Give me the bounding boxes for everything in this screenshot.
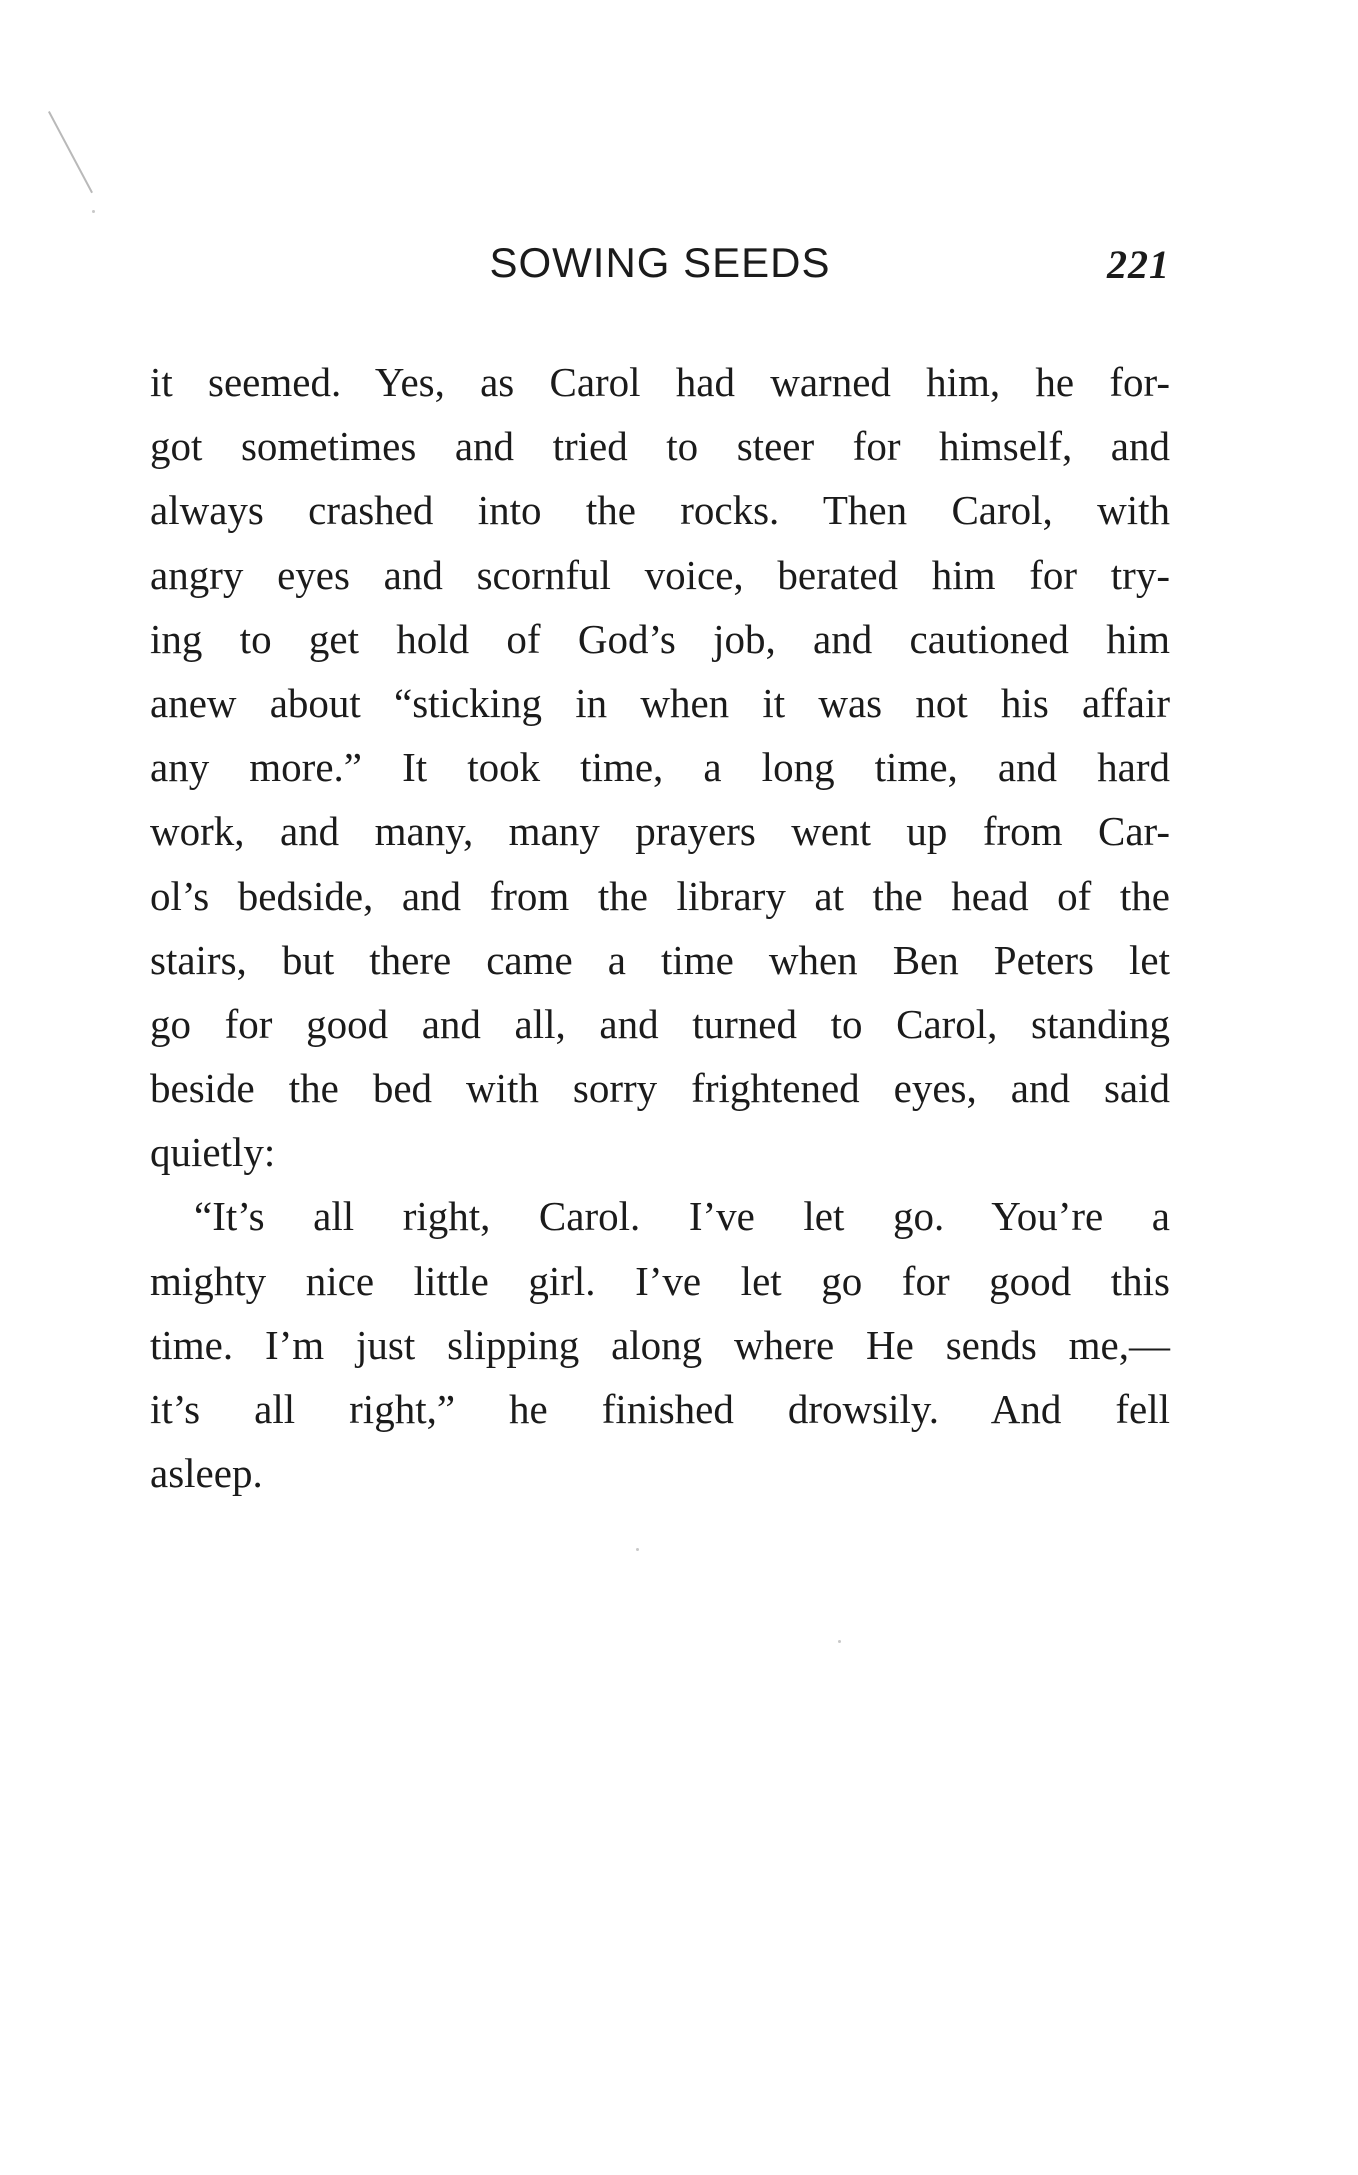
text-line: mighty nice little girl. I’ve let go for good this — [150, 1257, 1170, 1304]
text-line: angry eyes and scornful voice, berated him for try- — [150, 551, 1170, 598]
text-line: quietly: — [150, 1129, 276, 1176]
text-line: ing to get hold of God’s job, and cautioned him — [150, 615, 1170, 662]
scan-mark — [48, 111, 93, 193]
text-line: ol’s bedside, and from the library at the head of the — [150, 872, 1170, 919]
running-head — [150, 238, 1170, 298]
body-text — [150, 350, 1170, 1505]
text-line: go for good and all, and turned to Carol, standing — [150, 1000, 1170, 1047]
text-line: “It’s all right, Carol. I’ve let go. You’re a — [194, 1193, 1170, 1240]
text-line: it seemed. Yes, as Carol had warned him, he for- — [150, 359, 1170, 405]
text-line: always crashed into the rocks. Then Carol, with — [150, 487, 1170, 534]
scan-speck — [838, 1640, 841, 1643]
scan-speck — [92, 210, 95, 213]
text-line: anew about “sticking in when it was not his affair — [150, 679, 1170, 726]
running-title: SOWING SEEDS — [489, 239, 831, 286]
text-line: asleep. — [150, 1450, 263, 1497]
text-line: any more.” It took time, a long time, and hard — [150, 744, 1170, 791]
paragraph — [150, 1184, 1170, 1505]
text-line: got sometimes and tried to steer for himself, and — [150, 423, 1170, 470]
text-line: time. I’m just slipping along where He sends me,— — [150, 1321, 1170, 1368]
scan-speck — [636, 1548, 639, 1551]
text-line: work, and many, many prayers went up from Car- — [150, 808, 1170, 855]
text-line: it’s all right,” he finished drowsily. And fell — [150, 1386, 1170, 1432]
page-number: 221 — [1107, 242, 1170, 287]
paragraph — [150, 350, 1170, 1184]
text-line: beside the bed with sorry frightened eyes, and said — [150, 1065, 1170, 1112]
text-line: stairs, but there came a time when Ben Peters let — [150, 936, 1170, 983]
